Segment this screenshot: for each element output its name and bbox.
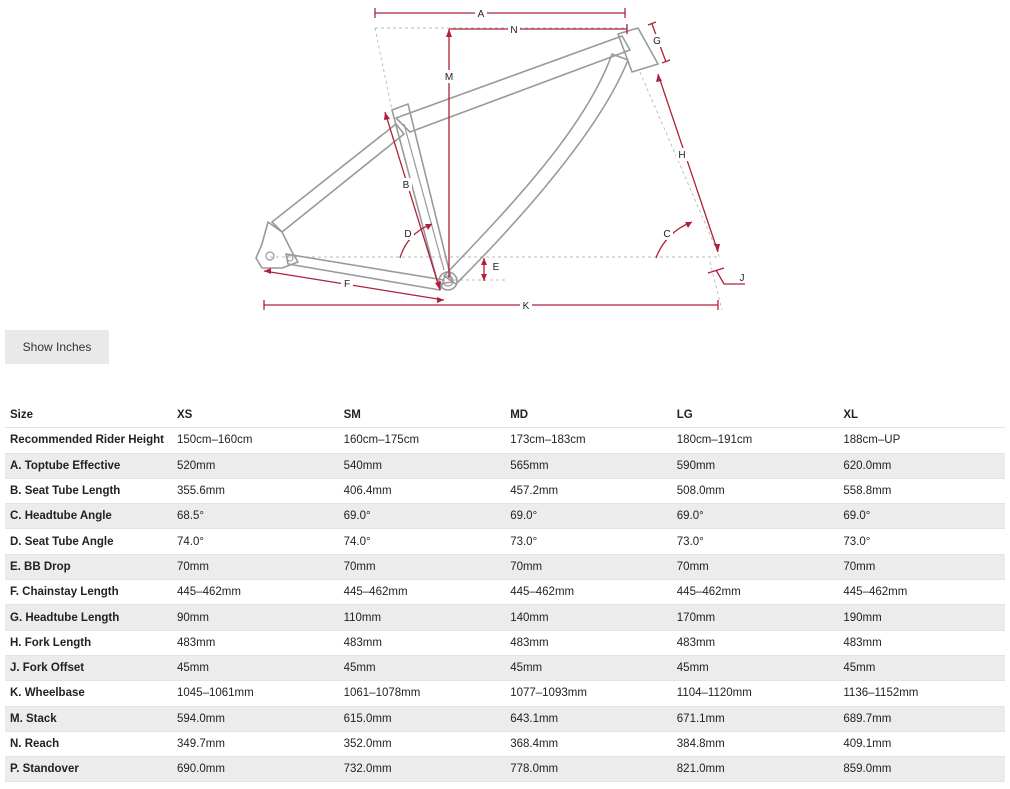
table-cell: 565mm — [505, 453, 672, 478]
table-cell: 615.0mm — [339, 706, 506, 731]
row-label: A. Toptube Effective — [5, 453, 172, 478]
table-cell: 778.0mm — [505, 757, 672, 782]
table-cell: 520mm — [172, 453, 339, 478]
table-cell: 45mm — [505, 655, 672, 680]
table-cell: 483mm — [172, 630, 339, 655]
table-row — [5, 478, 1005, 503]
table-cell: 445–462mm — [838, 580, 1005, 605]
table-cell: 732.0mm — [339, 757, 506, 782]
row-label: H. Fork Length — [5, 630, 172, 655]
dim-label-j: J — [739, 273, 745, 284]
table-cell: 45mm — [339, 655, 506, 680]
dimension-labels — [341, 6, 745, 312]
table-cell: 73.0° — [838, 529, 1005, 554]
dim-label-m: M — [444, 72, 454, 83]
header-md: MD — [505, 403, 672, 428]
row-label: G. Headtube Length — [5, 605, 172, 630]
dim-label-e: E — [492, 262, 500, 273]
table-row — [5, 529, 1005, 554]
table-cell: 170mm — [672, 605, 839, 630]
table-cell: 690.0mm — [172, 757, 339, 782]
table-row — [5, 706, 1005, 731]
table-cell: 643.1mm — [505, 706, 672, 731]
header-size: Size — [5, 403, 172, 428]
table-cell: 45mm — [838, 655, 1005, 680]
row-label: Recommended Rider Height — [5, 428, 172, 453]
table-cell: 173cm–183cm — [505, 428, 672, 453]
table-row — [5, 428, 1005, 453]
row-label: P. Standover — [5, 757, 172, 782]
row-label: K. Wheelbase — [5, 681, 172, 706]
table-cell: 69.0° — [339, 504, 506, 529]
table-row — [5, 757, 1005, 782]
table-cell: 160cm–175cm — [339, 428, 506, 453]
table-cell: 1061–1078mm — [339, 681, 506, 706]
dim-label-n: N — [510, 25, 518, 36]
header-xl: XL — [838, 403, 1005, 428]
table-row — [5, 731, 1005, 756]
table-cell: 590mm — [672, 453, 839, 478]
table-row — [5, 453, 1005, 478]
table-row — [5, 681, 1005, 706]
table-cell: 406.4mm — [339, 478, 506, 503]
table-cell: 70mm — [672, 554, 839, 579]
table-cell: 70mm — [339, 554, 506, 579]
header-lg: LG — [672, 403, 839, 428]
dim-label-f: F — [343, 279, 351, 290]
table-cell: 859.0mm — [838, 757, 1005, 782]
table-cell: 483mm — [838, 630, 1005, 655]
table-cell: 69.0° — [505, 504, 672, 529]
header-sm: SM — [339, 403, 506, 428]
table-cell: 671.1mm — [672, 706, 839, 731]
table-cell: 45mm — [672, 655, 839, 680]
table-cell: 1136–1152mm — [838, 681, 1005, 706]
frame-geometry-diagram — [0, 0, 1010, 320]
table-cell: 349.7mm — [172, 731, 339, 756]
table-cell: 355.6mm — [172, 478, 339, 503]
table-cell: 558.8mm — [838, 478, 1005, 503]
bike-frame — [256, 28, 658, 290]
dim-label-d: D — [404, 229, 412, 240]
dim-label-h: H — [678, 150, 686, 161]
show-inches-button[interactable]: Show Inches — [5, 330, 109, 364]
table-cell: 352.0mm — [339, 731, 506, 756]
table-cell: 620.0mm — [838, 453, 1005, 478]
table-body — [5, 428, 1005, 782]
row-label: C. Headtube Angle — [5, 504, 172, 529]
table-cell: 508.0mm — [672, 478, 839, 503]
table-cell: 821.0mm — [672, 757, 839, 782]
table-cell: 73.0° — [672, 529, 839, 554]
table-cell: 140mm — [505, 605, 672, 630]
table-cell: 73.0° — [505, 529, 672, 554]
table-cell: 483mm — [339, 630, 506, 655]
row-label: N. Reach — [5, 731, 172, 756]
table-cell: 409.1mm — [838, 731, 1005, 756]
table-cell: 384.8mm — [672, 731, 839, 756]
row-label: F. Chainstay Length — [5, 580, 172, 605]
table-row — [5, 630, 1005, 655]
dim-label-a: A — [477, 9, 485, 20]
dim-label-g: G — [653, 36, 661, 47]
table-cell: 68.5° — [172, 504, 339, 529]
table-cell: 74.0° — [339, 529, 506, 554]
table-cell: 1045–1061mm — [172, 681, 339, 706]
table-cell: 150cm–160cm — [172, 428, 339, 453]
table-cell: 483mm — [505, 630, 672, 655]
table-cell: 70mm — [172, 554, 339, 579]
dim-label-k: K — [522, 301, 530, 312]
table-header-row — [5, 403, 1005, 428]
row-label: D. Seat Tube Angle — [5, 529, 172, 554]
table-cell: 74.0° — [172, 529, 339, 554]
table-cell: 190mm — [838, 605, 1005, 630]
dimension-lines — [264, 8, 745, 310]
table-cell: 90mm — [172, 605, 339, 630]
geometry-table — [5, 403, 1005, 782]
table-cell: 540mm — [339, 453, 506, 478]
table-cell: 69.0° — [838, 504, 1005, 529]
row-label: M. Stack — [5, 706, 172, 731]
table-cell: 483mm — [672, 630, 839, 655]
table-cell: 445–462mm — [672, 580, 839, 605]
table-row — [5, 605, 1005, 630]
row-label: J. Fork Offset — [5, 655, 172, 680]
table-cell: 594.0mm — [172, 706, 339, 731]
dim-label-b: B — [402, 180, 410, 191]
table-cell: 180cm–191cm — [672, 428, 839, 453]
table-cell: 689.7mm — [838, 706, 1005, 731]
table-cell: 457.2mm — [505, 478, 672, 503]
table-row — [5, 580, 1005, 605]
table-cell: 1077–1093mm — [505, 681, 672, 706]
header-xs: XS — [172, 403, 339, 428]
table-row — [5, 554, 1005, 579]
table-cell: 368.4mm — [505, 731, 672, 756]
table-cell: 1104–1120mm — [672, 681, 839, 706]
row-label: E. BB Drop — [5, 554, 172, 579]
table-cell: 445–462mm — [172, 580, 339, 605]
table-row — [5, 655, 1005, 680]
row-label: B. Seat Tube Length — [5, 478, 172, 503]
table-cell: 188cm–UP — [838, 428, 1005, 453]
table-cell: 445–462mm — [339, 580, 506, 605]
table-cell: 70mm — [838, 554, 1005, 579]
table-cell: 69.0° — [672, 504, 839, 529]
table-cell: 70mm — [505, 554, 672, 579]
table-cell: 45mm — [172, 655, 339, 680]
table-cell: 445–462mm — [505, 580, 672, 605]
dim-label-c: C — [663, 229, 671, 240]
table-row — [5, 504, 1005, 529]
table-cell: 110mm — [339, 605, 506, 630]
